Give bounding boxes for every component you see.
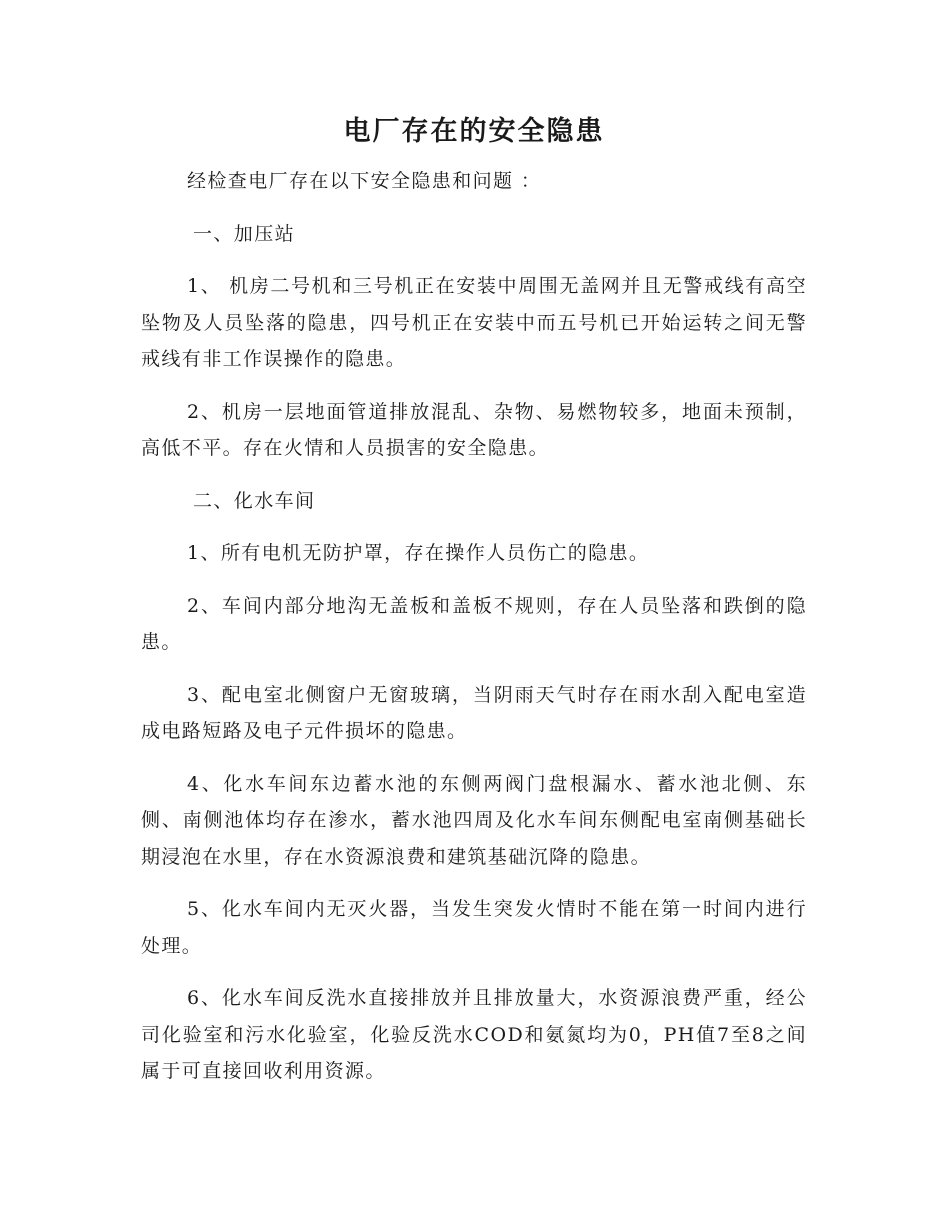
intro-paragraph: 经检查电厂存在以下安全隐患和问题 ： <box>187 170 542 192</box>
list-item: 2、车间内部分地沟无盖板和盖板不规则，存在人员坠落和跌倒的隐患。 <box>141 594 807 653</box>
list-item: 3、配电室北侧窗户无窗玻璃，当阴雨天气时存在雨水刮入配电室造成电路短路及电子元件损坏的隐患。 <box>141 683 807 742</box>
document-title: 电厂存在的安全隐患 <box>343 116 605 147</box>
section-heading-pressurization-station: 一、加压站 <box>193 222 296 245</box>
list-item: 2、机房一层地面管道排放混乱、杂物、易燃物较多，地面未预制，高低不平。存在火情和人员损害的安全隐患。 <box>141 400 807 459</box>
document-page <box>141 100 807 1090</box>
list-item: 1、所有电机无防护罩，存在操作人员伤亡的隐患。 <box>187 542 650 564</box>
section-heading-water-treatment-workshop: 二、化水车间 <box>193 489 316 512</box>
list-item: 5、化水车间内无灭火器，当发生突发火情时不能在第一时间内进行处理。 <box>141 898 807 957</box>
list-item: 6、化水车间反洗水直接排放并且排放量大，水资源浪费严重，经公司化验室和污水化验室，化验反洗水COD和氨氮均为0，PH值7至8之间属于可直接回收利用资源。 <box>141 987 807 1082</box>
list-item: 1、 机房二号机和三号机正在安装中周围无盖网并且无警戒线有高空坠物及人员坠落的隐患，四号机正在安装中而五号机已开始运转之间无警戒线有非工作误操作的隐患。 <box>141 275 807 370</box>
list-item: 4、化水车间东边蓄水池的东侧两阀门盘根漏水、蓄水池北侧、东侧、南侧池体均存在渗水，蓄水池四周及化水车间东侧配电室南侧基础长期浸泡在水里，存在水资源浪费和建筑基础沉降的隐患。 <box>141 772 807 868</box>
